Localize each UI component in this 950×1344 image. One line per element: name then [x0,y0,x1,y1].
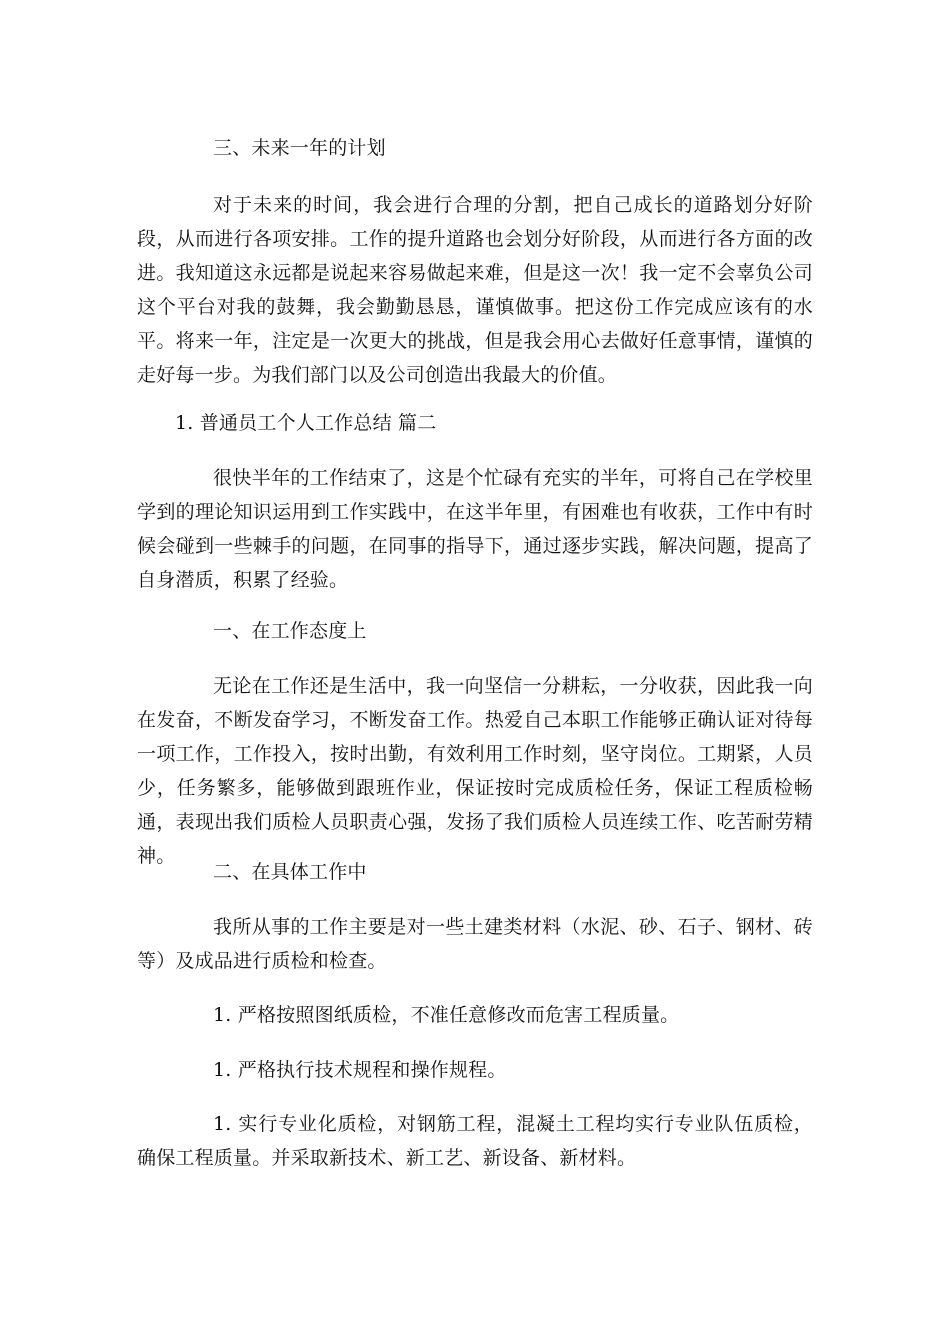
paragraph-future-plan: 对于未来的时间，我会进行合理的分割，把自己成长的道路划分好阶段，从而进行各项安排。工作的提升道路也会划分好阶段，从而进行各方面的改进。我知道这永远都是说起来容易做起来难，但是这一次！我一定不会辜负公司这个平台对我的鼓舞，我会勤勤恳恳，谨慎做事。把这份工作完成应该有的水平。将来一年，注定是一次更大的挑战，但是我会用心去做好任意事情，谨慎的走好每一步。为我们部门以及公司创造出我最大的价值。 [137,194,813,386]
paragraph-half-year-summary: 很快半年的工作结束了，这是个忙碌有充实的半年，可将自己在学校里学到的理论知识运用到工作实践中，在这半年里，有困难也有收获，工作中有时候会碰到一些棘手的问题，在同事的指导下，通过逐步实践，解决问题，提高了自身潜质，积累了经验。 [137,467,813,591]
section-heading-plan: 三、未来一年的计划 [213,137,386,159]
section-heading-specific-work: 二、在具体工作中 [213,861,367,883]
section-heading-attitude: 一、在工作态度上 [213,620,367,642]
list-item-drawings: 1. 严格按照图纸质检，不准任意修改而危害工程质量。 [213,1004,680,1026]
list-item-specialization: 1. 实行专业化质检，对钢筋工程，混凝土工程均实行专业队伍质检，确保工程质量。并采取新技术、新工艺、新设备、新材料。 [137,1113,813,1169]
list-item-regulations: 1. 严格执行技术规程和操作规程。 [213,1059,507,1081]
paragraph-work-attitude: 无论在工作还是生活中，我一向坚信一分耕耘，一分收获，因此我一向在发奋，不断发奋学习，不断发奋工作。热爱自己本职工作能够正确认证对待每一项工作，工作投入，按时出勤，有效利用工作时刻，坚守岗位。工期紧，人员少，任务繁多，能够做到跟班作业，保证按时完成质检任务，保证工程质检畅通，表现出我们质检人员职责心强，发扬了我们质检人员连续工作、吃苦耐劳精神。 [137,675,813,867]
paragraph-materials: 我所从事的工作主要是对一些土建类材料（水泥、砂、石子、钢材、砖等）及成品进行质检和检查。 [137,916,813,972]
section-heading-part-two: 1. 普通员工个人工作总结 篇二 [175,412,437,434]
